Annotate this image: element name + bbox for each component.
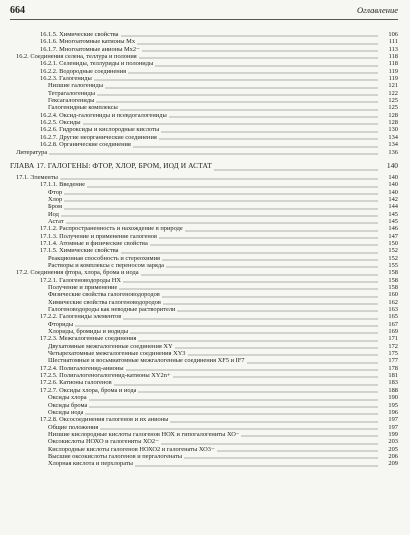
dot-leader xyxy=(94,75,378,81)
dot-leader xyxy=(188,350,378,356)
toc-entry[interactable] xyxy=(10,196,398,203)
dot-leader xyxy=(126,365,378,371)
toc-entry-title: Четырехатомные межгалогенные соединения XY3 xyxy=(48,350,186,358)
toc-entry-title: Высшие оксокислоты галогенов и пергалогенаты xyxy=(48,452,183,460)
toc-page-number: 203 xyxy=(388,438,398,446)
dot-leader xyxy=(133,142,378,148)
toc-page-number: 134 xyxy=(388,133,398,141)
dot-leader xyxy=(217,446,378,452)
toc-page-number: 196 xyxy=(388,408,398,416)
toc-entry-title: 16.2.1. Селениды, теллуриды и полониды xyxy=(40,60,154,68)
toc-page-number: 113 xyxy=(388,45,398,53)
toc-page-number: 145 xyxy=(388,210,398,218)
toc-entry[interactable] xyxy=(10,119,398,126)
toc-entry-title: Астат xyxy=(48,217,64,225)
toc-entry[interactable] xyxy=(10,75,398,82)
toc-entry-title: Фтор xyxy=(48,188,63,196)
dot-leader xyxy=(61,211,378,217)
toc-entry[interactable] xyxy=(10,446,398,453)
toc-entry[interactable] xyxy=(10,379,398,386)
toc-page-number: 147 xyxy=(388,232,398,240)
page-header xyxy=(10,5,398,20)
toc-page-number: 128 xyxy=(388,119,398,127)
toc-page-number: 177 xyxy=(388,357,398,365)
dot-leader xyxy=(64,196,378,202)
toc-entry-title: 16.2.8. Органические соединения xyxy=(40,141,131,149)
toc-entry[interactable] xyxy=(10,174,398,181)
dot-leader xyxy=(128,68,378,74)
toc-entry[interactable] xyxy=(10,365,398,372)
toc-entry-title: Низшие галогениды xyxy=(48,82,103,90)
toc-entry[interactable] xyxy=(10,203,398,210)
running-title: Оглавление xyxy=(356,5,398,15)
toc-page-number: 158 xyxy=(388,269,398,277)
toc-entry[interactable] xyxy=(10,306,398,313)
toc-entry-title: Хлор xyxy=(48,195,63,203)
toc-entry-title: 16.2.4. Оксид-галогениды и псевдогалогениды xyxy=(40,111,167,119)
toc-entry[interactable] xyxy=(10,189,398,196)
dot-leader xyxy=(130,328,378,334)
toc-page-number: 209 xyxy=(388,460,398,468)
toc-entry[interactable] xyxy=(10,453,398,460)
toc-entry-title: Хлориды, бромиды и иодиды xyxy=(48,328,129,336)
toc-entry-title: 16.1.7. Многоатомные анионы Мх2− xyxy=(40,45,140,53)
toc-entry-title: Галогеноводороды как неводные растворители xyxy=(48,306,176,314)
toc-entry-title: 17.1.2. Распространенность и нахождение в природе xyxy=(40,225,183,233)
toc-page-number: 205 xyxy=(388,445,398,453)
toc-entry-title: Иод xyxy=(48,210,59,218)
toc-page-number: 199 xyxy=(388,430,398,438)
toc-entry-title: 17.1.4. Атомные и физические свойства xyxy=(40,239,148,247)
toc-entry-title: Оксиды брома xyxy=(48,401,88,409)
toc-page-number: 125 xyxy=(388,97,398,105)
toc-entry-title: Тетрагалогениды xyxy=(48,89,96,97)
toc-page-number: 146 xyxy=(388,225,398,233)
toc-entry[interactable] xyxy=(10,233,398,240)
dot-leader xyxy=(135,461,378,467)
dot-leader xyxy=(123,314,378,320)
dot-leader xyxy=(177,306,378,312)
dot-leader xyxy=(87,182,378,188)
toc-entry[interactable] xyxy=(10,225,398,232)
toc-page-number: 181 xyxy=(388,372,398,380)
dot-leader xyxy=(97,90,378,96)
dot-leader xyxy=(155,61,378,67)
toc-entry-title: Оксокислоты НОХО и галогениты ХО2− xyxy=(48,438,159,446)
toc-page-number: 190 xyxy=(388,394,398,402)
toc-entry[interactable] xyxy=(10,291,398,298)
toc-entry[interactable] xyxy=(10,424,398,431)
toc-entry-title: Двухатомные межгалогенные соединения XY xyxy=(48,342,173,350)
dot-leader xyxy=(163,299,378,305)
toc-page-number: 171 xyxy=(388,335,398,343)
dot-leader xyxy=(89,395,378,401)
toc-entry-title: Оксиды иода xyxy=(48,408,84,416)
toc-page-number: 140 xyxy=(388,188,398,196)
toc-entry[interactable] xyxy=(10,350,398,357)
toc-entry-title: 17.2.2. Галогениды элементов xyxy=(40,313,122,321)
toc-entry-title: Растворы и комплексы с переносом заряда xyxy=(48,261,164,269)
toc-entry-title: 16.1.5. Химические свойства xyxy=(40,31,119,38)
dot-leader xyxy=(161,127,378,133)
dot-leader xyxy=(141,270,378,276)
toc-page-number: 140 xyxy=(388,181,398,189)
toc-page-number: 140 xyxy=(388,173,398,181)
toc-page-number: 142 xyxy=(388,195,398,203)
toc-entry[interactable] xyxy=(10,387,398,394)
dot-leader xyxy=(64,189,378,195)
toc-entry-title: 16.2.2. Водородные соединения xyxy=(40,67,127,75)
toc-entry-title: 16.1.6. Многоатомные катионы Мх xyxy=(40,38,136,46)
dot-leader xyxy=(138,387,378,393)
toc-page-number: 144 xyxy=(388,203,398,211)
toc-page-number: 152 xyxy=(388,247,398,255)
toc-page-number: 119 xyxy=(388,67,398,75)
dot-leader xyxy=(85,409,378,415)
toc-entry-title: 17.1.5. Химические свойства xyxy=(40,247,119,255)
toc-entry-title: 16.2.5. Оксиды xyxy=(40,119,81,127)
toc-entry-title: 17.1. Элементы xyxy=(16,173,58,181)
dot-leader xyxy=(60,174,378,180)
toc-entry-title: 16.2.6. Гидроксиды и кислородные кислоты xyxy=(40,126,160,134)
table-of-contents xyxy=(10,31,398,468)
toc-page-number: 158 xyxy=(388,284,398,291)
toc-entry-title: ГЛАВА 17. ГАЛОГЕНЫ: ФТОР, ХЛОР, БРОМ, ИОД И АСТАТ xyxy=(10,160,212,170)
page-number: 664 xyxy=(10,5,25,16)
toc-entry-title: 16.2. Соединения селена, теллура и полония xyxy=(16,53,137,61)
toc-entry[interactable] xyxy=(10,53,398,60)
dot-leader xyxy=(169,112,378,118)
toc-entry[interactable] xyxy=(10,321,398,328)
toc-entry[interactable] xyxy=(10,328,398,335)
toc-page-number: 158 xyxy=(388,276,398,284)
toc-page-number: 121 xyxy=(388,82,398,90)
toc-entry[interactable] xyxy=(10,299,398,306)
toc-entry[interactable] xyxy=(10,431,398,438)
toc-entry-title: Кислородные кислоты галогенов НОХО2 и галогенаты ХО3− xyxy=(48,445,215,453)
toc-entry-title: 17.2.6. Катионы галогенов xyxy=(40,379,112,387)
toc-entry-title: 17.2.3. Межгалогенные соединения xyxy=(40,335,137,343)
toc-entry-title: Литература xyxy=(16,148,48,156)
dot-leader xyxy=(121,31,378,37)
toc-page-number: 136 xyxy=(388,148,398,156)
toc-entry[interactable] xyxy=(10,255,398,262)
toc-page-number: 150 xyxy=(388,239,398,247)
dot-leader xyxy=(241,431,378,437)
dot-leader xyxy=(64,204,378,210)
dot-leader xyxy=(100,424,378,430)
dot-leader xyxy=(162,255,378,261)
toc-entry-title: Галогенидные комплексы xyxy=(48,104,118,112)
toc-entry[interactable] xyxy=(10,218,398,225)
toc-chapter-entry[interactable] xyxy=(10,159,398,172)
toc-entry-title: 17.2.8. Оксосоединения галогенов и их анионы xyxy=(40,416,169,424)
dot-leader xyxy=(121,248,378,254)
toc-page-number: 197 xyxy=(388,423,398,431)
toc-entry[interactable] xyxy=(10,60,398,67)
dot-leader xyxy=(166,262,378,268)
toc-entry-title: 17.2.1. Галогеноводороды НХ xyxy=(40,276,121,284)
toc-entry-title: 17.1.1. Введение xyxy=(40,181,85,189)
toc-entry[interactable] xyxy=(10,141,398,148)
toc-page-number: 119 xyxy=(388,75,398,83)
toc-entry-title: Реакционная способность и стереохимия xyxy=(48,254,160,262)
toc-entry[interactable] xyxy=(10,38,398,45)
dot-leader xyxy=(150,240,378,246)
toc-entry[interactable] xyxy=(10,181,398,188)
dot-leader xyxy=(185,226,378,232)
toc-entry[interactable] xyxy=(10,211,398,218)
toc-entry[interactable] xyxy=(10,343,398,350)
toc-entry[interactable] xyxy=(10,284,398,291)
toc-page-number: 130 xyxy=(388,126,398,134)
toc-entry[interactable] xyxy=(10,46,398,53)
toc-entry[interactable] xyxy=(10,394,398,401)
toc-page-number: 163 xyxy=(388,306,398,314)
dot-leader xyxy=(123,277,378,283)
toc-entry[interactable] xyxy=(10,104,398,111)
toc-entry-title: 16.2.7. Другие неорганические соединения xyxy=(40,133,157,141)
dot-leader xyxy=(120,105,378,111)
toc-entry[interactable] xyxy=(10,357,398,364)
toc-entry-title: 17.2.7. Оксиды хлора, брома и иода xyxy=(40,386,137,394)
toc-entry[interactable] xyxy=(10,409,398,416)
dot-leader xyxy=(137,39,378,45)
toc-entry-title: Физические свойства галогеноводородов xyxy=(48,291,160,299)
dot-leader xyxy=(161,439,378,445)
dot-leader xyxy=(119,284,378,290)
dot-leader xyxy=(214,165,378,171)
toc-entry[interactable] xyxy=(10,90,398,97)
toc-entry[interactable] xyxy=(10,134,398,141)
toc-entry-title: Гексагалогениды xyxy=(48,97,95,105)
toc-entry[interactable] xyxy=(10,68,398,75)
dot-leader xyxy=(138,336,378,342)
dot-leader xyxy=(175,343,378,349)
toc-entry[interactable] xyxy=(10,335,398,342)
dot-leader xyxy=(173,372,378,378)
toc-entry-title: Получение и применение xyxy=(48,284,118,291)
toc-page-number: 165 xyxy=(388,313,398,321)
toc-entry[interactable] xyxy=(10,31,398,38)
toc-page-number: 178 xyxy=(388,364,398,372)
toc-page-number: 118 xyxy=(388,60,398,68)
dot-leader xyxy=(247,358,378,364)
toc-entry[interactable] xyxy=(10,402,398,409)
toc-page-number: 155 xyxy=(388,261,398,269)
toc-page-number: 125 xyxy=(388,104,398,112)
dot-leader xyxy=(170,417,378,423)
toc-page-number: 195 xyxy=(388,401,398,409)
toc-page-number: 106 xyxy=(388,31,398,38)
dot-leader xyxy=(105,83,378,89)
toc-page-number: 197 xyxy=(388,416,398,424)
toc-entry[interactable] xyxy=(10,82,398,89)
toc-entry-title: Бром xyxy=(48,203,62,211)
toc-entry-title: Фториды xyxy=(48,320,74,328)
dot-leader xyxy=(184,453,378,459)
toc-entry-title: 16.2.3. Галогениды xyxy=(40,75,92,83)
toc-entry-title: 17.2. Соединения фтора, хлора, брома и иода xyxy=(16,269,139,277)
dot-leader xyxy=(162,292,378,298)
toc-entry[interactable] xyxy=(10,262,398,269)
toc-page-number: 134 xyxy=(388,141,398,149)
toc-entry[interactable] xyxy=(10,126,398,133)
toc-page-number: 188 xyxy=(388,386,398,394)
toc-page-number: 172 xyxy=(388,342,398,350)
toc-entry[interactable] xyxy=(10,112,398,119)
toc-page-number: 169 xyxy=(388,328,398,336)
dot-leader xyxy=(66,218,378,224)
toc-entry-title: 17.1.3. Получение и применение галогенов xyxy=(40,232,157,240)
dot-leader xyxy=(83,119,378,125)
toc-page-number: 175 xyxy=(388,350,398,358)
toc-entry-title: Хлорная кислота и перхлораты xyxy=(48,460,133,468)
toc-page-number: 145 xyxy=(388,217,398,225)
toc-page-number: 118 xyxy=(388,53,398,61)
toc-entry-title: Низшие кислородные кислоты галогенов НОХ и гипогалогениты ХО− xyxy=(48,430,240,438)
toc-page-number: 128 xyxy=(388,111,398,119)
dot-leader xyxy=(159,233,378,239)
toc-entry-title: 17.2.5. Полигалогеногалогенид-катионы XY2n+ xyxy=(40,372,171,380)
toc-entry[interactable] xyxy=(10,269,398,276)
dot-leader xyxy=(114,380,378,386)
toc-entry[interactable] xyxy=(10,313,398,320)
toc-page-number: 167 xyxy=(388,320,398,328)
toc-entry[interactable] xyxy=(10,438,398,445)
dot-leader xyxy=(89,402,378,408)
toc-entry[interactable] xyxy=(10,460,398,467)
toc-entry[interactable] xyxy=(10,372,398,379)
toc-entry[interactable] xyxy=(10,240,398,247)
toc-entry[interactable] xyxy=(10,149,398,156)
toc-page-number: 162 xyxy=(388,298,398,306)
toc-page-number: 152 xyxy=(388,254,398,262)
toc-entry-title: Оксиды хлора xyxy=(48,394,87,402)
toc-entry[interactable] xyxy=(10,97,398,104)
toc-entry-title: Общие положения xyxy=(48,423,99,431)
dot-leader xyxy=(49,149,378,155)
toc-entry-title: 17.2.4. Полигалогенид-анионы xyxy=(40,364,124,372)
toc-entry-title: Шестиатомные и восьмиатомные межгалогенные соединения XF5 и IF7 xyxy=(48,357,245,365)
dot-leader xyxy=(159,134,378,140)
toc-entry[interactable] xyxy=(10,416,398,423)
toc-page-number: 206 xyxy=(388,452,398,460)
toc-page-number: 140 xyxy=(386,160,398,170)
dot-leader xyxy=(142,46,378,52)
dot-leader xyxy=(75,321,378,327)
toc-page-number: 160 xyxy=(388,291,398,299)
toc-entry-title: Химические свойства галогеноводородов xyxy=(48,298,161,306)
dot-leader xyxy=(139,53,378,59)
toc-entry[interactable] xyxy=(10,247,398,254)
toc-page-number: 111 xyxy=(388,38,398,46)
dot-leader xyxy=(96,97,378,103)
toc-page-number: 183 xyxy=(388,379,398,387)
toc-entry[interactable] xyxy=(10,277,398,284)
toc-page-number: 122 xyxy=(388,89,398,97)
